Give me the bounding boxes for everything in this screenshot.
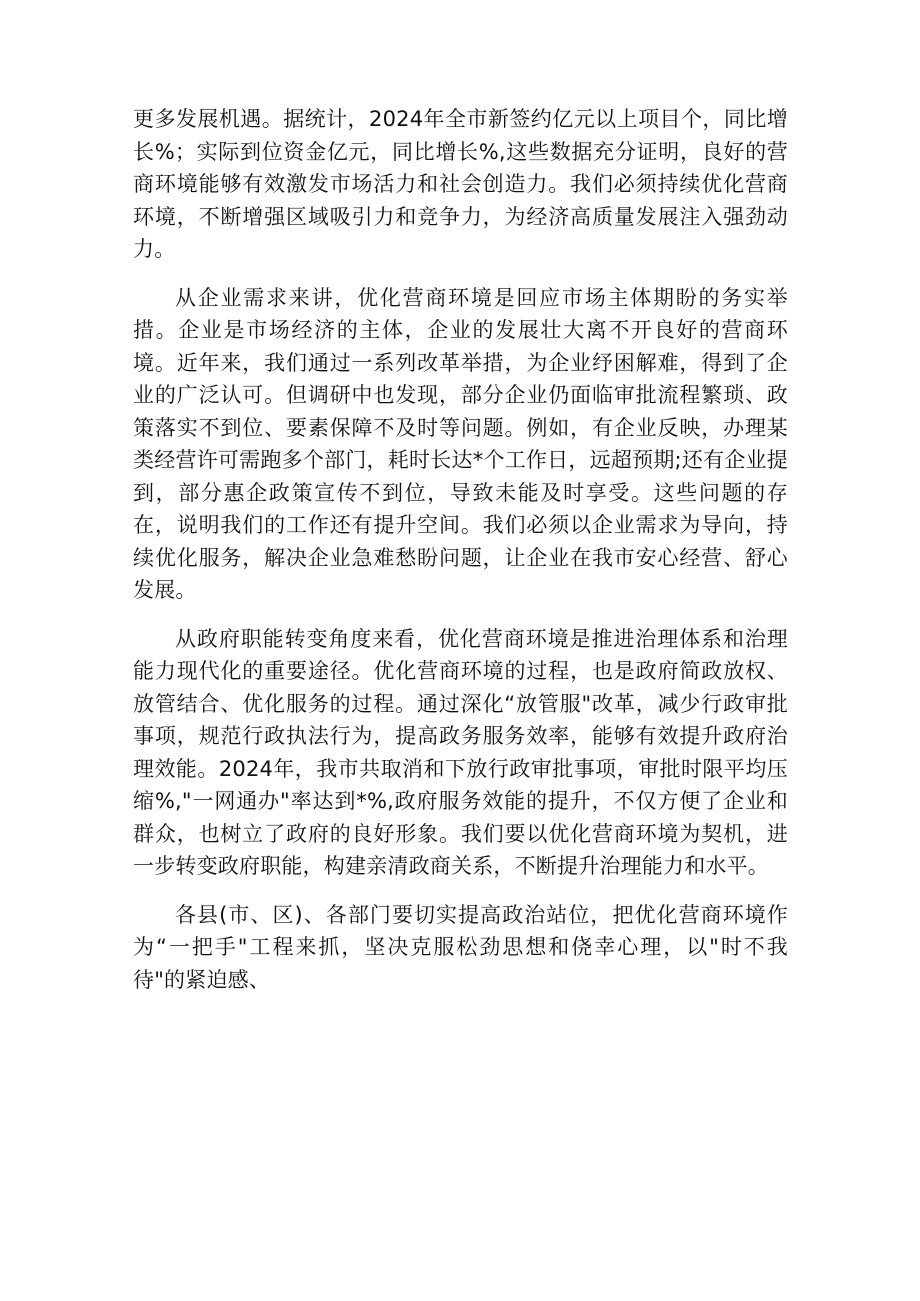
paragraph-1: 更多发展机遇。据统计，2024年全市新签约亿元以上项目个，同比增长%；实际到位资金亿元，同比增长%,这些数据充分证明，良好的营商环境能够有效激发市场活力和社会创造力。我们必须持续优化营商环境，不断增强区域吸引力和竞争力，为经济高质量发展注入强劲动力。 <box>133 107 788 261</box>
paragraph-3: 从政府职能转变角度来看，优化营商环境是推进治理体系和治理能力现代化的重要途径。优化营商环境的过程，也是政府简政放权、放管结合、优化服务的过程。通过深化“放管服"改革，减少行政审批事项，规范行政执法行为，提高政务服务效率，能够有效提升政府治理效能。2024年，我市共取消和下放行政审批事项，审批时限平均压缩%,"一网通办"率达到*%,政府服务效能的提升，不仅方便了企业和群众，也树立了政府的良好形象。我们要以优化营商环境为契机，进一步转变政府职能，构建亲清政商关系，不断提升治理能力和水平。 <box>133 626 788 878</box>
paragraph-4: 各县(市、区)、各部门要切实提高政治站位，把优化营商环境作为“一把手"工程来抓，坚决克服松劲思想和侥幸心理，以"时不我待"的紧迫感、 <box>133 902 788 992</box>
document-body <box>133 103 788 1012</box>
paragraph-2: 从企业需求来讲，优化营商环境是回应市场主体期盼的务实举措。企业是市场经济的主体，企业的发展壮大离不开良好的营商环境。近年来，我们通过一系列改革举措，为企业纾困解难，得到了企业的广泛认可。但调研中也发现，部分企业仍面临审批流程繁琐、政策落实不到位、要素保障不及时等问题。例如，有企业反映，办理某类经营许可需跑多个部门，耗时长达*个工作日，远超预期;还有企业提到，部分惠企政策宣传不到位，导致未能及时享受。这些问题的存在，说明我们的工作还有提升空间。我们必须以企业需求为导向，持续优化服务，解决企业急难愁盼问题，让企业在我市安心经营、舒心发展。 <box>133 285 788 602</box>
